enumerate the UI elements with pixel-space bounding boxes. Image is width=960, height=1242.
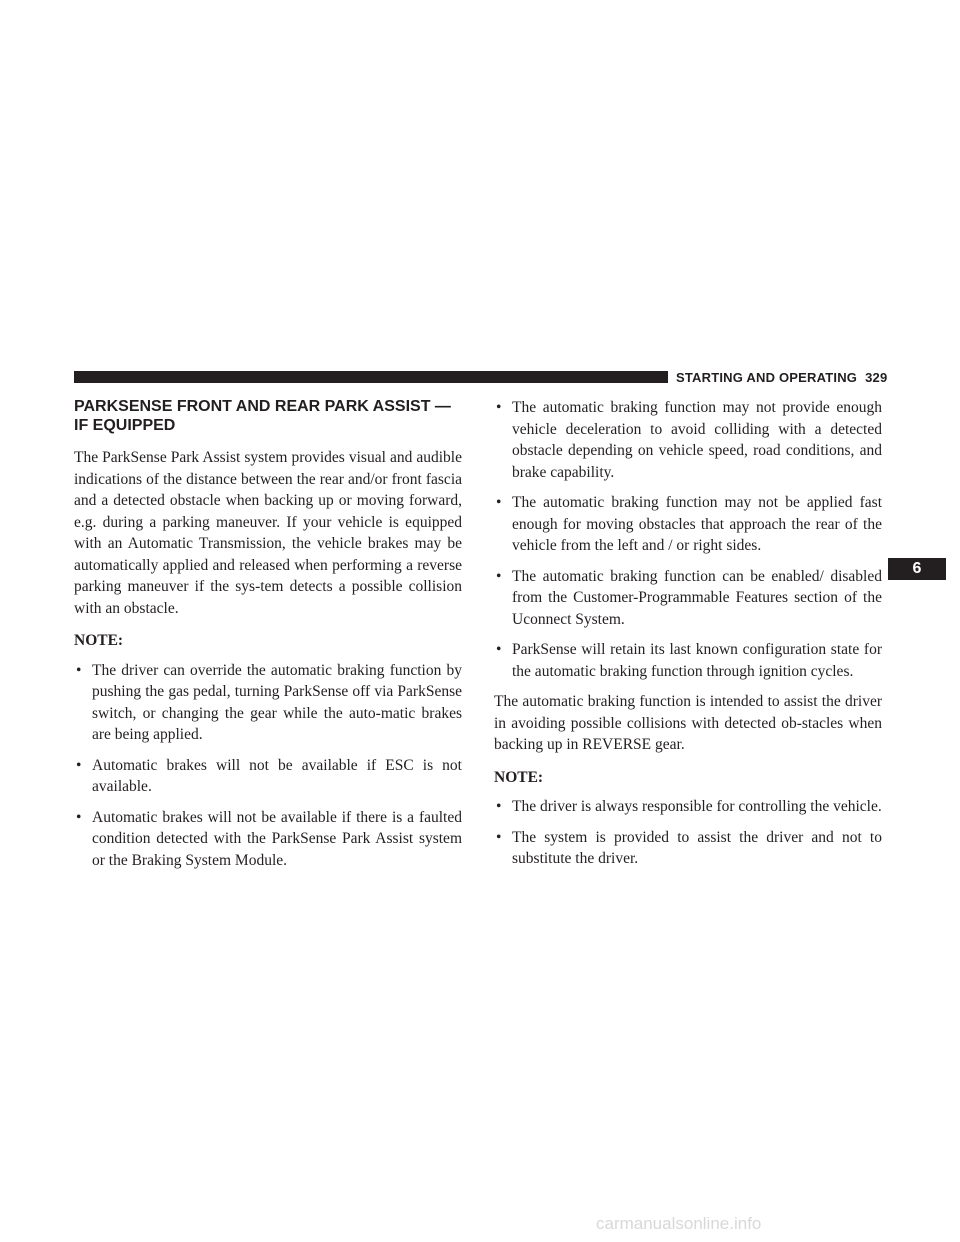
list-item: • The automatic braking function can be enabled/ disabled from the Customer-Programmable Features section of the Uconnect System. <box>496 567 882 628</box>
list-item: • Automatic brakes will not be available if there is a faulted condition detected with the ParkSense Park Assist system or the Braking System Module. <box>76 808 462 869</box>
note-bullet-list <box>494 796 882 870</box>
body-paragraph: The automatic braking function is intended to assist the driver in avoiding possible collisions with detected ob-stacles when backing up in REVERSE gear. <box>494 693 882 753</box>
chapter-tab: 6 <box>888 558 946 580</box>
bullet-icon: • <box>496 399 502 416</box>
watermark: carmanualsonline.info <box>596 1214 762 1233</box>
list-item: • ParkSense will retain its last known configuration state for the automatic braking function through ignition cycles. <box>496 641 882 680</box>
page-number: 329 <box>865 370 888 385</box>
list-item: • The automatic braking function may not provide enough vehicle deceleration to avoid colliding with a detected obstacle depending on vehicle speed, road conditions, and brake capability. <box>496 399 882 481</box>
bullet-icon: • <box>496 494 502 511</box>
note-bullet-list <box>74 660 462 872</box>
note-label: NOTE: <box>494 768 544 786</box>
list-item: • The driver is always responsible for controlling the vehicle. <box>494 796 882 818</box>
right-column <box>494 397 882 879</box>
list-item: • Automatic brakes will not be available if ESC is not available. <box>76 756 462 795</box>
list-item: • The automatic braking function may not be applied fast enough for moving obstacles that approach the rear of the vehicle from the left and / or right sides. <box>496 494 882 554</box>
bullet-icon: • <box>496 828 502 846</box>
section-heading: PARKSENSE FRONT AND REAR PARK ASSIST — IF EQUIPPED <box>74 398 451 434</box>
bullet-icon: • <box>76 661 82 679</box>
list-item: • The driver can override the automatic braking function by pushing the gas pedal, turning ParkSense off via ParkSense switch, or changing the gear while the auto-matic brakes are being applied. <box>76 661 462 743</box>
bullet-icon: • <box>496 641 502 658</box>
header-rule <box>74 371 668 383</box>
bullet-icon: • <box>496 798 502 815</box>
left-column <box>74 397 462 880</box>
section-title: STARTING AND OPERATING <box>676 370 858 385</box>
running-header <box>676 370 887 385</box>
list-item: • The system is provided to assist the driver and not to substitute the driver. <box>496 828 882 867</box>
bullet-icon: • <box>76 756 82 774</box>
bullet-icon: • <box>496 567 502 585</box>
intro-paragraph: The ParkSense Park Assist system provides visual and audible indications of the distance between the rear and/or front fascia and a detected obstacle when backing up or moving forward, e.g. during a parking maneuver. If your vehicle is equipped with an Automatic Transmission, the vehicle brakes may be automatically applied and released when performing a reverse parking maneuver if the sys-tem detects a possible collision with an obstacle. <box>74 449 462 617</box>
bullet-icon: • <box>76 808 82 826</box>
note-label: NOTE: <box>74 632 124 649</box>
continued-bullet-list <box>494 397 882 682</box>
